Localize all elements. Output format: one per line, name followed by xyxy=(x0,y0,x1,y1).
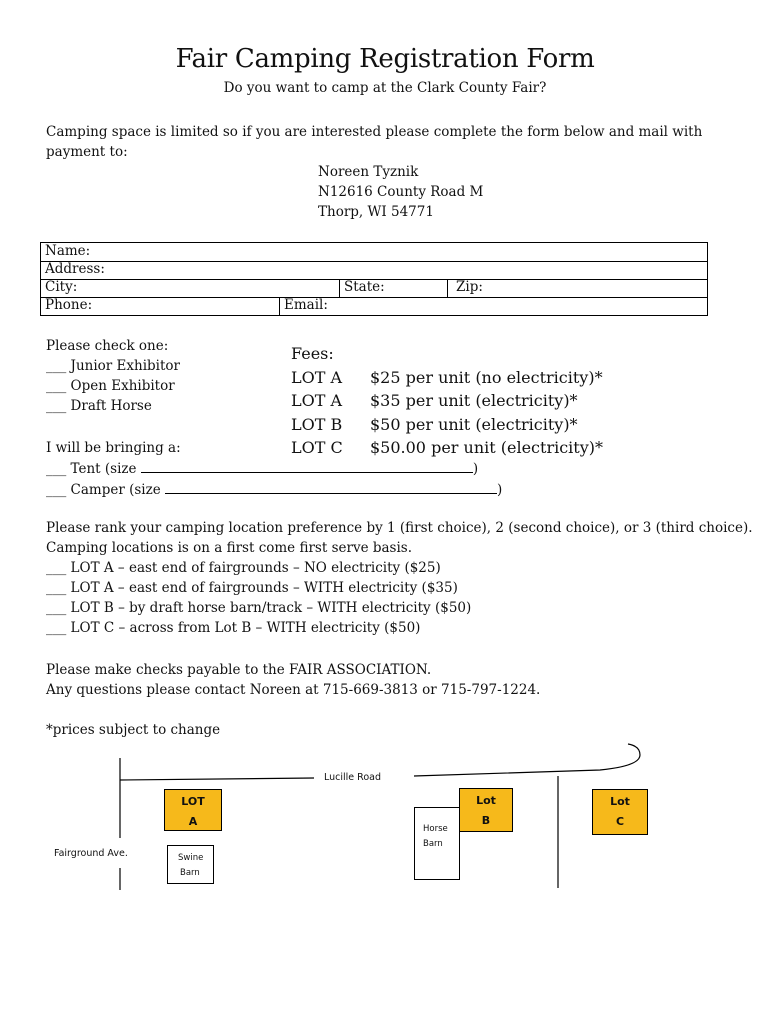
page-subtitle: Do you want to camp at the Clark County Fair? xyxy=(223,80,547,96)
name-field[interactable]: Name: xyxy=(45,243,91,259)
rank-option-lot-b[interactable]: ___ LOT B – by draft horse barn/track – WITH electricity ($50) xyxy=(46,600,472,616)
ranking-basis: Camping locations is on a first come first serve basis. xyxy=(46,540,413,556)
lot-c-label: Lot xyxy=(610,795,630,808)
lot-c-box xyxy=(592,789,648,835)
lot-a-box xyxy=(164,789,222,831)
lot-c-letter: C xyxy=(615,815,625,828)
fee-price: $50.00 per unit (electricity)* xyxy=(370,438,603,457)
fee-lot: LOT A xyxy=(291,367,343,387)
lot-b-letter: B xyxy=(481,814,491,827)
junior-exhibitor-option[interactable]: ___ Junior Exhibitor xyxy=(46,358,180,374)
fee-price: $50 per unit (electricity)* xyxy=(370,414,578,434)
rank-option-lot-a-electric[interactable]: ___ LOT A – east end of fairgrounds – WITH electricity ($35) xyxy=(46,580,458,596)
fee-lot: LOT C xyxy=(291,438,343,457)
horse-barn-box xyxy=(414,807,460,880)
fairground-ave-label: Fairground Ave. xyxy=(54,848,128,859)
draft-horse-option[interactable]: ___ Draft Horse xyxy=(46,398,152,414)
payment-checks: Please make checks payable to the FAIR ASSOCIATION. xyxy=(46,662,432,678)
rank-option-lot-a-no-electric[interactable]: ___ LOT A – east end of fairgrounds – NO electricity ($25) xyxy=(46,560,441,576)
lot-b-label: Lot xyxy=(476,794,496,807)
bringing-label: I will be bringing a: xyxy=(46,440,181,456)
state-field[interactable]: State: xyxy=(339,279,447,297)
city-field[interactable]: City: xyxy=(45,279,78,295)
lucille-road-label: Lucille Road xyxy=(324,772,381,783)
address-line-city: Thorp, WI 54771 xyxy=(318,204,434,220)
lucille-road-line-west xyxy=(120,778,314,780)
address-field[interactable]: Address: xyxy=(45,261,105,277)
lot-a-label: LOT xyxy=(181,795,205,808)
payment-contact: Any questions please contact Noreen at 715-669-3813 or 715-797-1224. xyxy=(46,682,541,698)
fee-price: $35 per unit (electricity)* xyxy=(370,391,578,410)
address-line-street: N12616 County Road M xyxy=(318,184,484,200)
camper-close: ) xyxy=(497,482,503,498)
camper-label: ___ Camper (size xyxy=(46,482,166,498)
fee-price: $25 per unit (no electricity)* xyxy=(370,367,603,387)
tent-label: ___ Tent (size xyxy=(46,461,141,477)
swine-barn-label: Swine xyxy=(178,853,204,863)
page-title: Fair Camping Registration Form xyxy=(175,44,595,74)
fees-label: Fees: xyxy=(291,344,334,363)
check-one-label: Please check one: xyxy=(46,338,169,354)
price-note: *prices subject to change xyxy=(46,722,221,738)
swine-barn-box xyxy=(167,845,214,884)
horse-barn-label-2: Barn xyxy=(423,839,443,849)
lot-b-box xyxy=(459,788,513,832)
lot-a-letter: A xyxy=(188,815,198,828)
email-field[interactable]: Email: xyxy=(279,297,707,315)
lucille-road-line-east xyxy=(414,744,640,776)
horse-barn-label: Horse xyxy=(423,824,448,834)
fee-lot: LOT A xyxy=(291,391,343,410)
zip-field[interactable]: Zip: xyxy=(447,279,707,297)
rank-option-lot-c[interactable]: ___ LOT C – across from Lot B – WITH electricity ($50) xyxy=(46,620,421,636)
ranking-instruction: Please rank your camping location preference by 1 (first choice), 2 (second choice), or 3 (third choice). xyxy=(46,520,753,536)
address-line-name: Noreen Tyznik xyxy=(318,164,419,180)
intro-text: Camping space is limited so if you are interested please complete the form below and mail with payment to: xyxy=(46,124,703,160)
tent-close: ) xyxy=(472,461,479,477)
open-exhibitor-option[interactable]: ___ Open Exhibitor xyxy=(46,378,175,394)
swine-barn-label-2: Barn xyxy=(180,868,200,878)
fee-lot: LOT B xyxy=(291,414,343,434)
phone-field[interactable]: Phone: xyxy=(45,297,93,313)
